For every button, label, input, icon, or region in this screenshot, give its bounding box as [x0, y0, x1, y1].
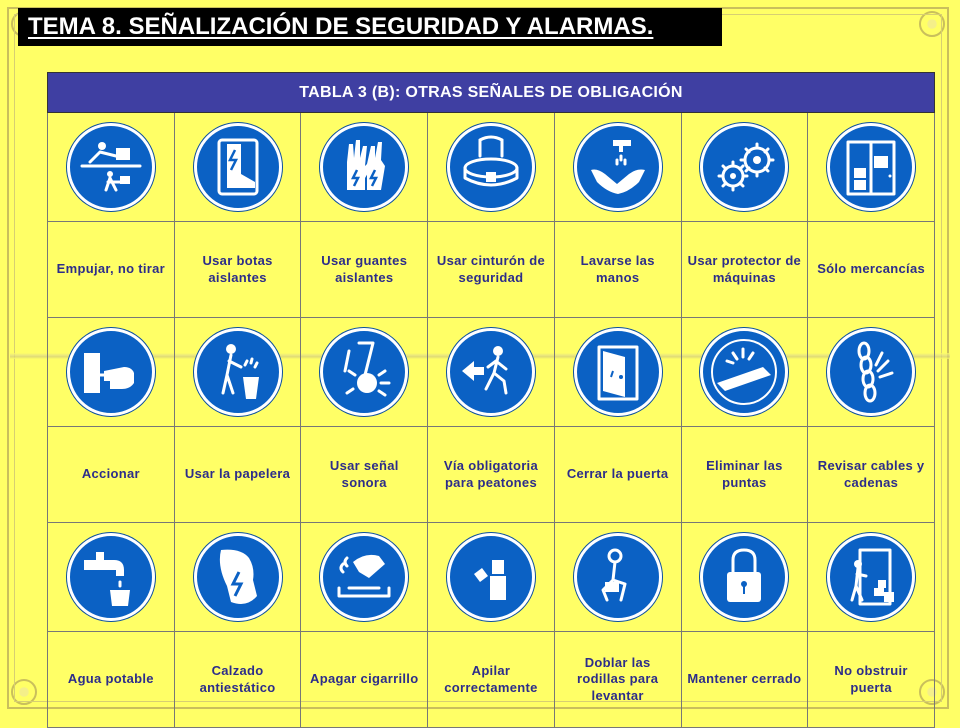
sign-label: Agua potable: [48, 632, 175, 728]
sign-label: Apilar correctamente: [428, 632, 555, 728]
sign-label: Revisar cables y cadenas: [808, 427, 935, 523]
icon-row: [48, 113, 935, 222]
close-door-icon: [574, 328, 662, 416]
label-row: [48, 427, 935, 523]
table-header: TABLA 3 (B): OTRAS SEÑALES DE OBLIGACIÓN: [48, 73, 935, 113]
sign-cell: [681, 318, 808, 427]
inspect-chain-icon: [827, 328, 915, 416]
drinking-water-tap-icon: [67, 533, 155, 621]
sign-cell: [554, 113, 681, 222]
sign-cell: [48, 523, 175, 632]
bend-knees-lift-icon: [574, 533, 662, 621]
sign-cell: [808, 318, 935, 427]
extinguish-cigarette-icon: [320, 533, 408, 621]
insulating-gloves-icon: [320, 123, 408, 211]
waste-bin-icon: [194, 328, 282, 416]
sign-cell: [428, 113, 555, 222]
sign-label: Cerrar la puerta: [554, 427, 681, 523]
sign-label: Accionar: [48, 427, 175, 523]
sign-label: Usar protector de máquinas: [681, 222, 808, 318]
sign-cell: [554, 523, 681, 632]
sign-label: Usar señal sonora: [301, 427, 428, 523]
goods-lift-icon: [827, 123, 915, 211]
icon-row: [48, 318, 935, 427]
sign-label: Usar cinturón de seguridad: [428, 222, 555, 318]
antistatic-footwear-icon: [194, 533, 282, 621]
sign-cell: [301, 318, 428, 427]
sign-label: Usar guantes aislantes: [301, 222, 428, 318]
sign-label: Usar la papelera: [174, 427, 301, 523]
sign-cell: [301, 113, 428, 222]
pedestrian-route-icon: [447, 328, 535, 416]
sign-cell: [174, 113, 301, 222]
press-button-icon: [67, 328, 155, 416]
door-clear-icon: [827, 533, 915, 621]
machine-guard-gears-icon: [700, 123, 788, 211]
sign-cell: [808, 523, 935, 632]
label-row: [48, 632, 935, 728]
safety-belt-icon: [447, 123, 535, 211]
sign-label: Doblar las rodillas para levantar: [554, 632, 681, 728]
sign-cell: [681, 113, 808, 222]
sign-cell: [174, 523, 301, 632]
sign-label: Mantener cerrado: [681, 632, 808, 728]
sign-label: Vía obligatoria para peatones: [428, 427, 555, 523]
sign-cell: [428, 523, 555, 632]
icon-row: [48, 523, 935, 632]
sign-label: Usar botas aislantes: [174, 222, 301, 318]
stack-boxes-icon: [447, 533, 535, 621]
padlock-icon: [700, 533, 788, 621]
sign-label: Empujar, no tirar: [48, 222, 175, 318]
sign-label: Apagar cigarrillo: [301, 632, 428, 728]
signs-table: [47, 72, 935, 728]
label-row: [48, 222, 935, 318]
sign-cell: [808, 113, 935, 222]
sign-label: Lavarse las manos: [554, 222, 681, 318]
sign-cell: [681, 523, 808, 632]
sign-cell: [301, 523, 428, 632]
wash-hands-icon: [574, 123, 662, 211]
sign-cell: [554, 318, 681, 427]
sign-cell: [428, 318, 555, 427]
page-title: TEMA 8. SEÑALIZACIÓN DE SEGURIDAD Y ALARMAS.: [18, 8, 722, 46]
insulating-boot-icon: [194, 123, 282, 211]
push-cart-icon: [67, 123, 155, 211]
sign-cell: [48, 113, 175, 222]
remove-sharp-points-icon: [700, 328, 788, 416]
sign-label: No obstruir puerta: [808, 632, 935, 728]
sign-label: Eliminar las puntas: [681, 427, 808, 523]
sound-signal-icon: [320, 328, 408, 416]
sign-cell: [174, 318, 301, 427]
sign-label: Sólo mercancías: [808, 222, 935, 318]
sign-cell: [48, 318, 175, 427]
sign-label: Calzado antiestático: [174, 632, 301, 728]
